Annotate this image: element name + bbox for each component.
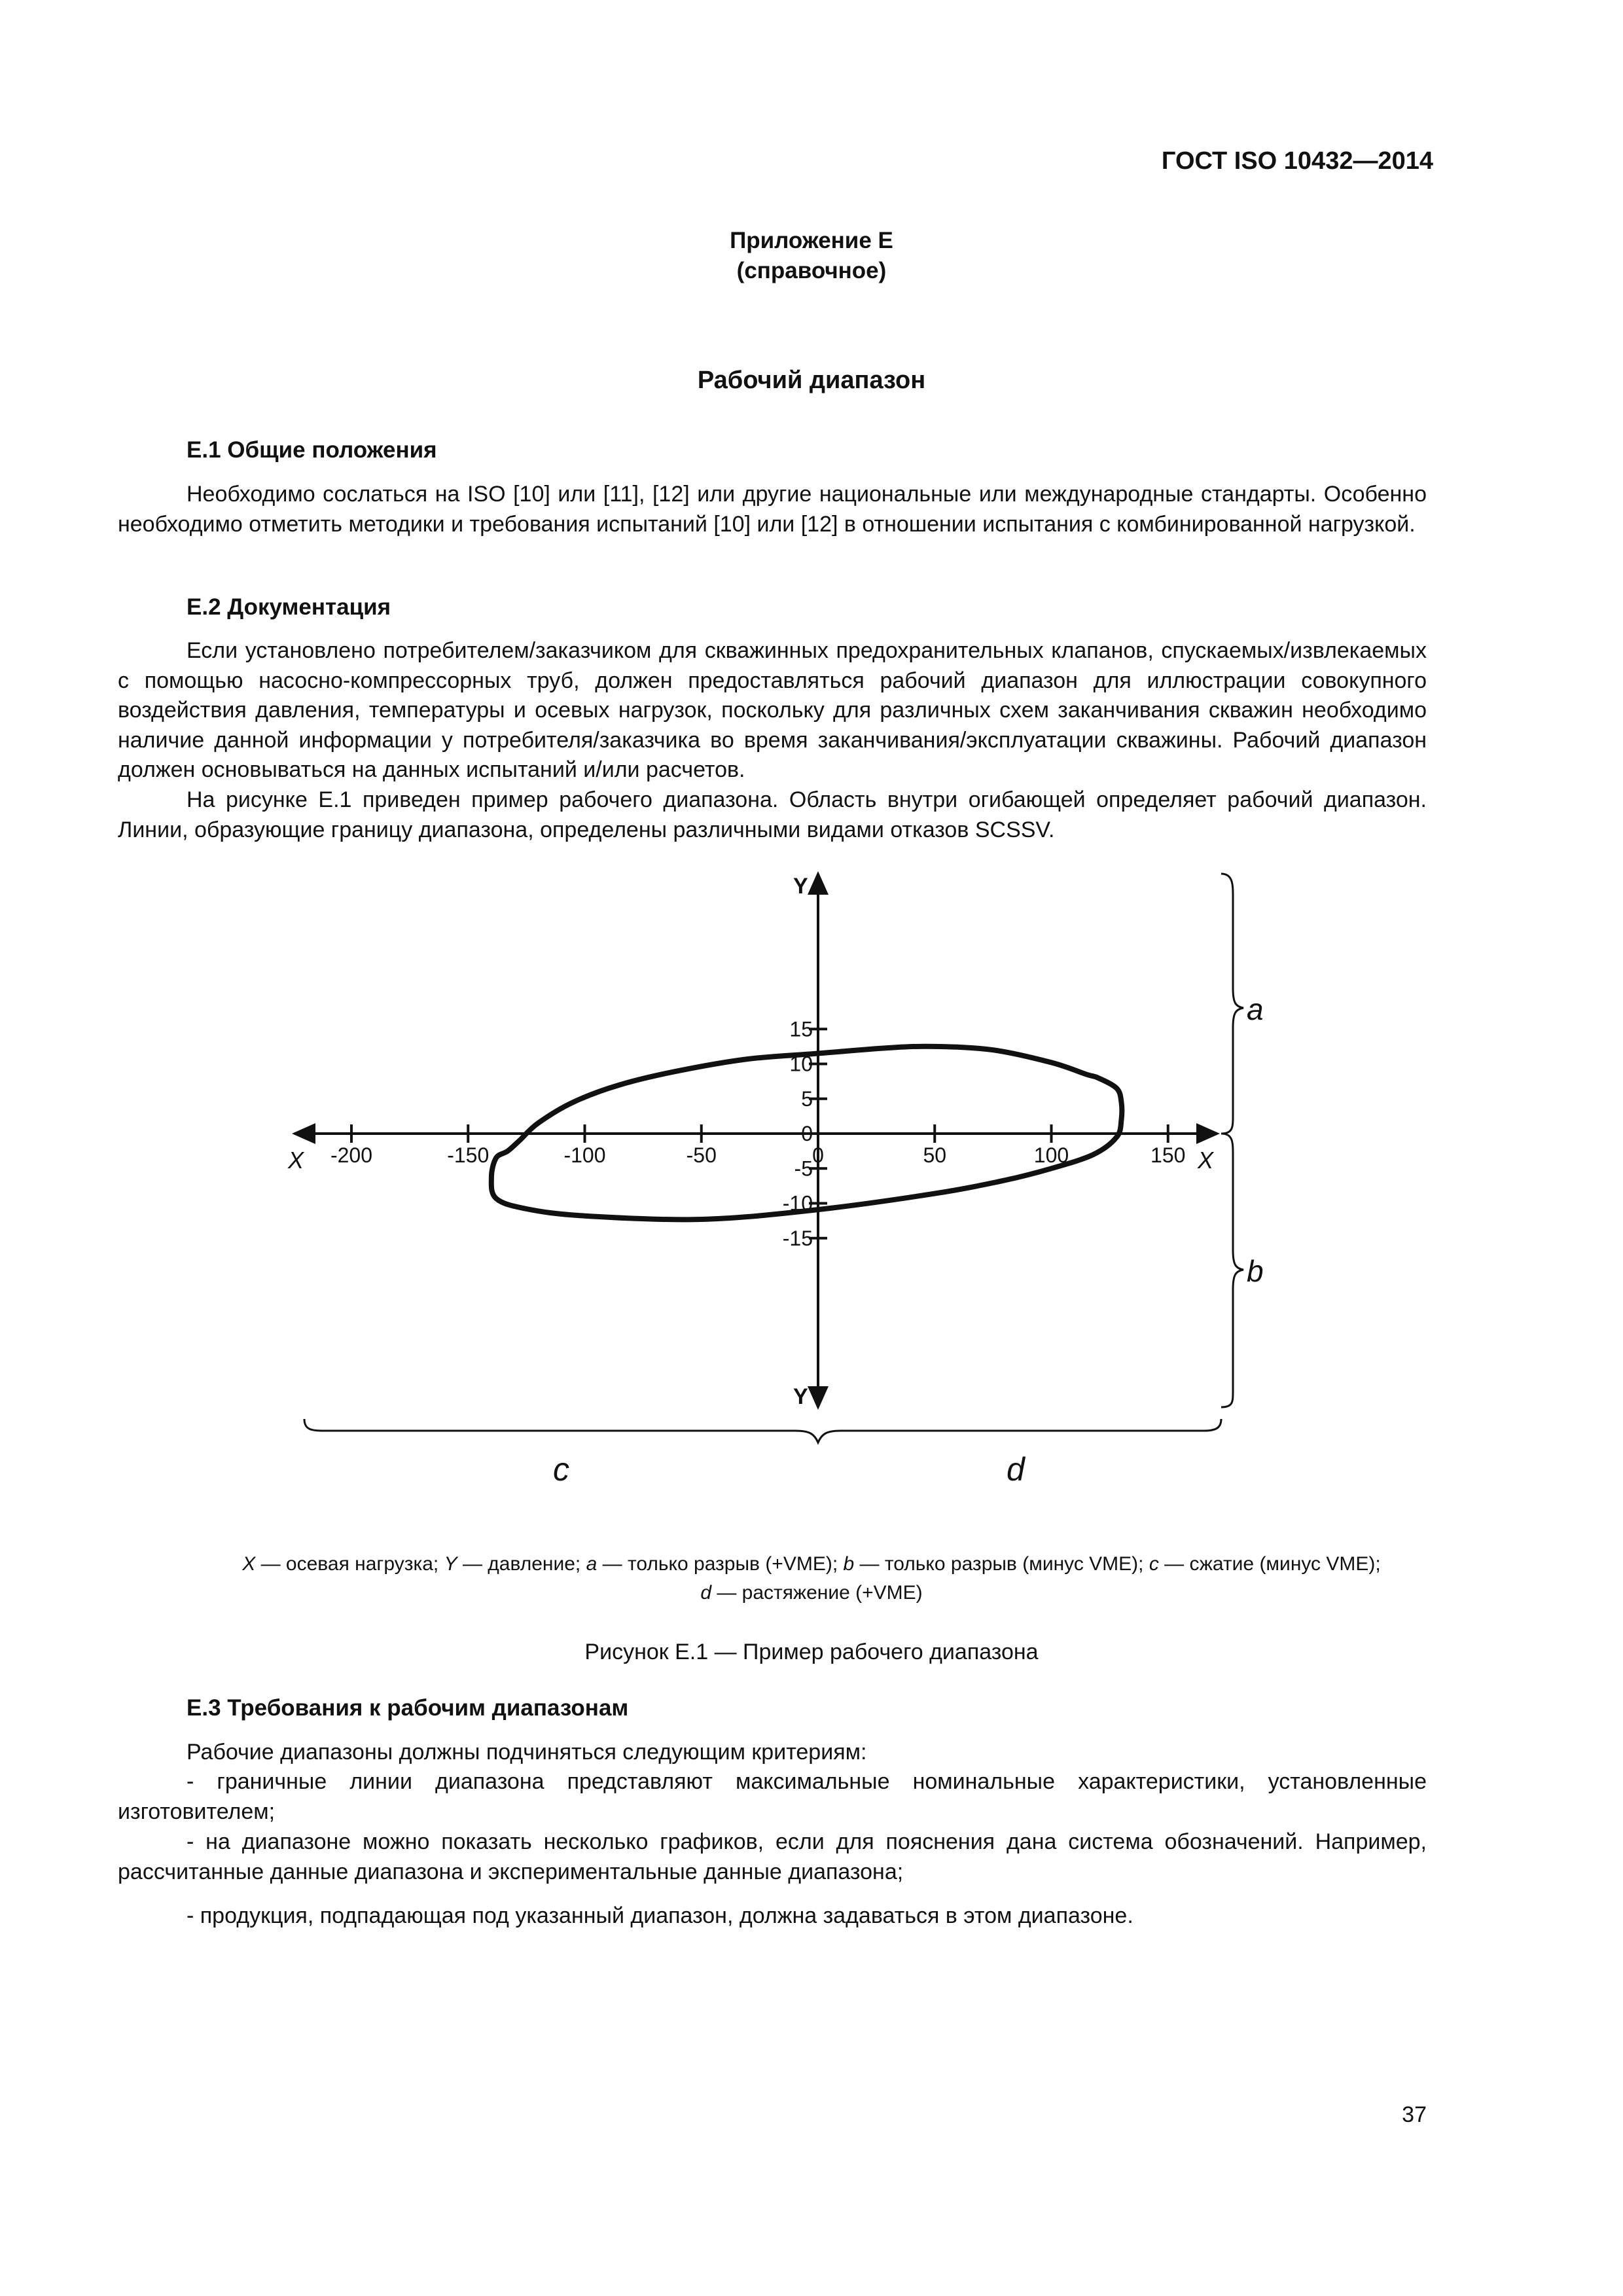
legend-desc-y: — давление;	[457, 1553, 586, 1575]
legend-desc-x: — осевая нагрузка;	[255, 1553, 444, 1575]
y-tick-label: -5	[794, 1157, 813, 1181]
legend-key-c: c	[1149, 1553, 1159, 1575]
brace-c-d	[304, 1419, 1221, 1443]
region-label-b: b	[1247, 1254, 1264, 1288]
page-number: 37	[1402, 2102, 1427, 2127]
section-e1-heading: Е.1 Общие положения	[187, 437, 437, 463]
legend-line-2	[0, 1579, 1623, 1607]
y-tick-label: 10	[789, 1052, 813, 1076]
x-axis-label-right: X	[1198, 1147, 1214, 1174]
legend-key-d: d	[700, 1582, 712, 1604]
y-axis-label-top: Y	[793, 874, 808, 899]
annex-name: Приложение Е	[730, 228, 893, 253]
y-tick-label: 15	[789, 1017, 813, 1041]
section-e1-paragraph: Необходимо сослаться на ISO [10] или [11], [12] или другие национальные или международные стандарты. Особенно необходимо отметить методики и требования испытаний [10] или [12] в отношении испытания с комбинированной нагрузкой.	[118, 482, 1427, 537]
section-e3-item-2: - на диапазоне можно показать несколько графиков, если для пояснения дана система обозначений. Например, рассчитанные данные диапазона и экспериментальные данные диапазона;	[118, 1829, 1427, 1884]
legend-desc-b: — только разрыв (минус VME);	[854, 1553, 1149, 1575]
legend-key-a: a	[586, 1553, 597, 1575]
x-tick-label: -150	[447, 1143, 490, 1167]
y-tick-label: -15	[782, 1226, 813, 1250]
section-e2-paragraph-2: На рисунке Е.1 приведен пример рабочего диапазона. Область внутри огибающей определяет рабочий диапазон. Линии, образующие границу диапазона, определены различными видами отказов SCSSV.	[118, 787, 1427, 842]
region-label-c: c	[553, 1451, 569, 1488]
legend-key-x: X	[242, 1553, 256, 1575]
section-e3-intro: Рабочие диапазоны должны подчиняться следующим критериям:	[187, 1740, 867, 1765]
brace-a	[1221, 874, 1243, 1134]
legend-desc-c: — сжатие (минус VME);	[1158, 1553, 1381, 1575]
y-tick-label: 0	[801, 1122, 813, 1145]
section-e2-heading: Е.2 Документация	[187, 594, 391, 620]
y-tick-label: 5	[801, 1086, 813, 1111]
legend-key-y: Y	[444, 1553, 457, 1575]
section-e3-item-3: - продукция, подпадающая под указанный диапазон, должна задаваться в этом диапазоне.	[187, 1903, 1133, 1928]
x-tick-label: -100	[563, 1143, 606, 1167]
legend-line-1	[0, 1550, 1623, 1579]
figure-caption: Рисунок Е.1 — Пример рабочего диапазона	[584, 1640, 1039, 1664]
region-label-a: a	[1247, 992, 1264, 1026]
x-tick-label: 100	[1033, 1143, 1069, 1167]
annex-title: Рабочий диапазон	[697, 367, 926, 394]
x-tick-label: -50	[686, 1143, 717, 1167]
x-tick-label: -200	[330, 1143, 373, 1167]
y-axis-label-bottom: Y	[793, 1384, 808, 1409]
section-e3-heading: Е.3 Требования к рабочим диапазонам	[187, 1695, 629, 1721]
section-e2-paragraph-1: Если установлено потребителем/заказчиком для скважинных предохранительных клапанов, спускаемых/извлекаемых с помощью насосно-компрессорных труб, должен предоставляться рабочий диапазон для иллюстрации совокупного воздействия давления, температуры и осевых нагрузок, поскольку для различных схем заканчивания скважин необходимо наличие данной информации у потребителя/заказчика во время заканчивания/эксплуатации скважины. Рабочий диапазон должен основываться на данных испытаний и/или расчетов.	[118, 638, 1427, 782]
region-label-d: d	[1007, 1451, 1025, 1488]
x-tick-label: 50	[923, 1143, 947, 1167]
annex-kind: (справочное)	[736, 258, 887, 283]
x-tick-label: 150	[1150, 1143, 1186, 1167]
x-axis-label-left: X	[288, 1147, 304, 1174]
standard-designation: ГОСТ ISO 10432—2014	[1161, 147, 1433, 175]
legend-desc-d: — растяжение (+VME)	[711, 1582, 923, 1604]
x-tick-label: 0	[812, 1143, 824, 1167]
y-tick-label: -10	[782, 1191, 813, 1215]
section-e3-item-1: - граничные линии диапазона представляют максимальные номинальные характеристики, установленные изготовителем;	[118, 1769, 1427, 1824]
legend-desc-a: — только разрыв (+VME);	[597, 1553, 844, 1575]
legend-key-b: b	[843, 1553, 855, 1575]
figure-legend	[0, 1550, 1623, 1607]
brace-b	[1221, 1134, 1243, 1407]
